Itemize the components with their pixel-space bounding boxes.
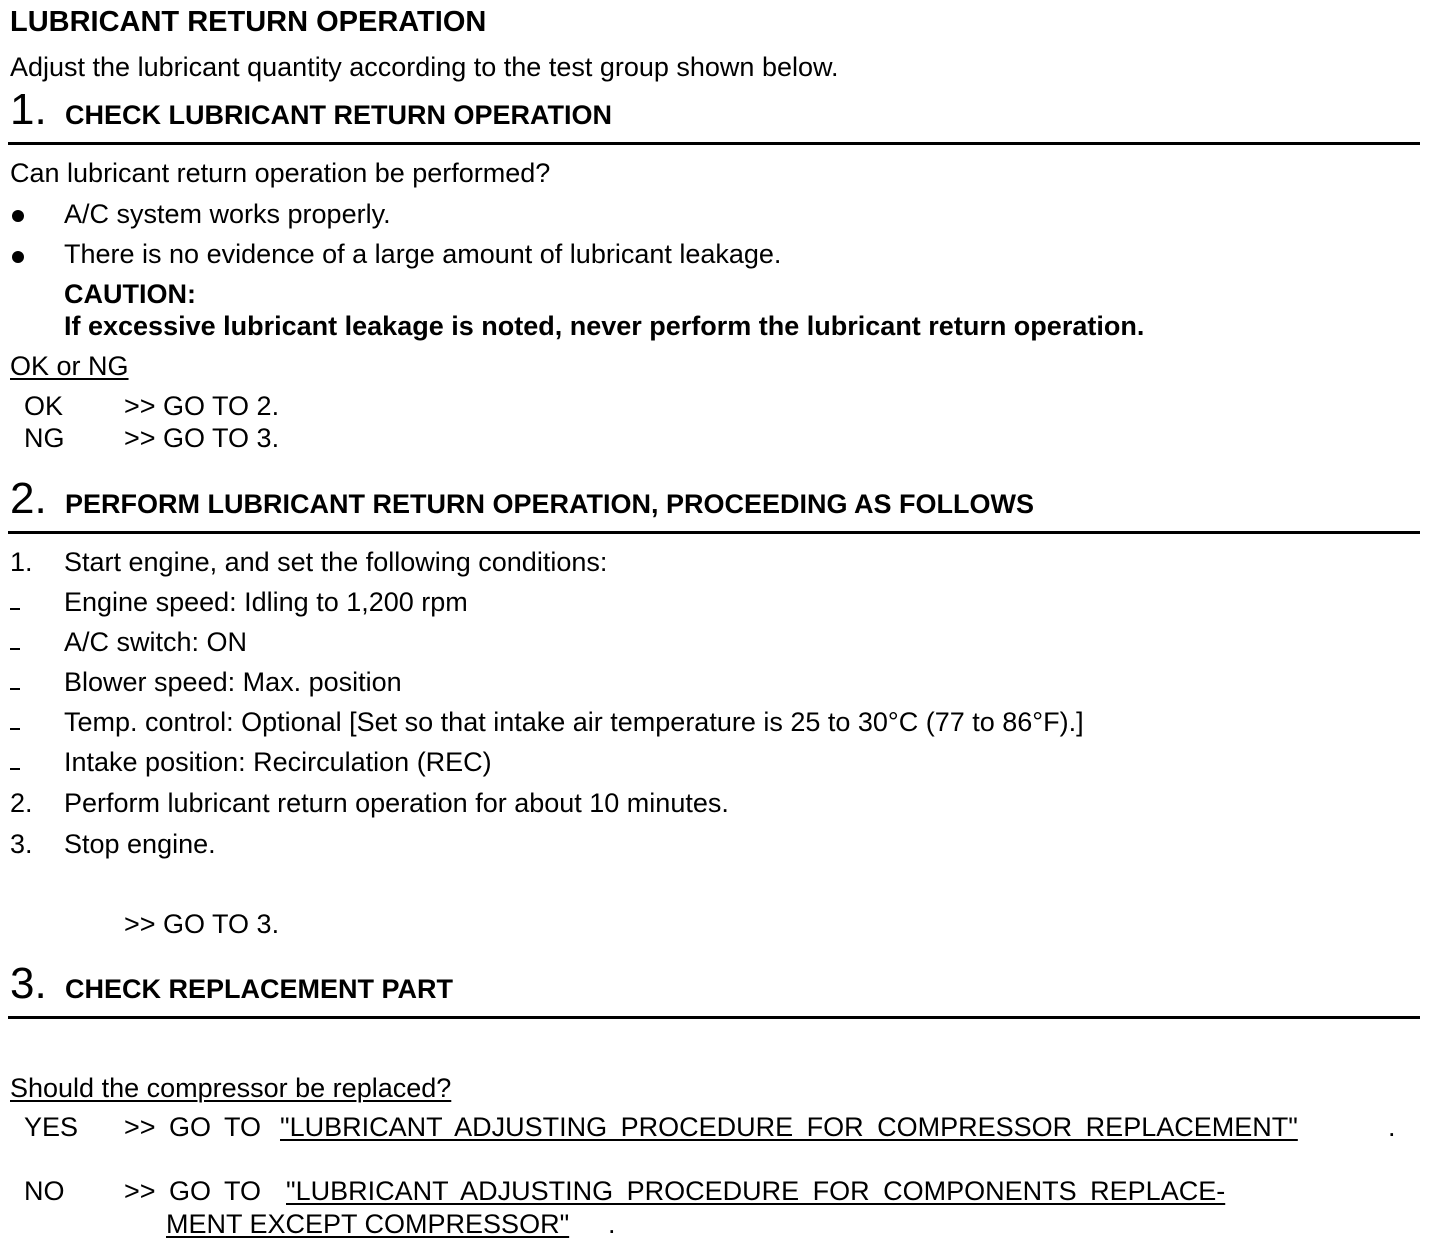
- result-label: OK or NG: [10, 351, 129, 381]
- condition-item: Temp. control: Optional [Set so that intake air temperature is 25 to 30°C (77 to 86°F).]: [64, 707, 1084, 737]
- step-number: 2.: [10, 474, 47, 523]
- dash-icon: [10, 688, 20, 690]
- step-1-divider: [8, 142, 1420, 145]
- page-title: LUBRICANT RETURN OPERATION: [10, 6, 487, 38]
- result-key-no: NO: [24, 1176, 65, 1206]
- list-number: 2.: [10, 788, 33, 818]
- step-2-goto[interactable]: >> GO TO 3.: [124, 909, 280, 939]
- condition-item: A/C switch: ON: [64, 627, 248, 657]
- condition-item: Intake position: Recirculation (REC): [64, 747, 492, 777]
- compressor-replacement-link[interactable]: "LUBRICANT ADJUSTING PROCEDURE FOR COMPRESSOR REPLACEMENT": [280, 1112, 1298, 1142]
- goto-prefix: >> GO TO: [124, 1112, 262, 1142]
- step-1-question: Can lubricant return operation be performed?: [10, 158, 551, 188]
- list-number: 3.: [10, 829, 33, 859]
- step-number: 3.: [10, 959, 47, 1008]
- condition-item: Blower speed: Max. position: [64, 667, 402, 697]
- dash-icon: [10, 728, 20, 730]
- list-item: Start engine, and set the following conditions:: [64, 547, 608, 577]
- bullet-icon: [12, 251, 24, 263]
- step-number: 1.: [10, 85, 47, 134]
- dash-icon: [10, 608, 20, 610]
- bullet-item: A/C system works properly.: [64, 199, 391, 229]
- result-action-ok[interactable]: >> GO TO 2.: [124, 391, 280, 421]
- result-key-ok: OK: [24, 391, 64, 421]
- components-replacement-link[interactable]: "LUBRICANT ADJUSTING PROCEDURE FOR COMPONENTS REPLACE-: [286, 1176, 1226, 1206]
- bullet-icon: [12, 210, 24, 222]
- list-item: Perform lubricant return operation for about 10 minutes.: [64, 788, 729, 818]
- list-number: 1.: [10, 547, 33, 577]
- bullet-item: There is no evidence of a large amount of lubricant leakage.: [64, 239, 782, 269]
- link-suffix: .: [1388, 1112, 1396, 1142]
- list-item: Stop engine.: [64, 829, 216, 859]
- result-key-yes: YES: [24, 1112, 79, 1142]
- step-2-divider: [8, 531, 1420, 534]
- goto-prefix: >> GO TO: [124, 1176, 262, 1206]
- dash-icon: [10, 648, 20, 650]
- dash-icon: [10, 768, 20, 770]
- caution-text: If excessive lubricant leakage is noted, never perform the lubricant return operation.: [64, 311, 1145, 341]
- step-heading: CHECK LUBRICANT RETURN OPERATION: [65, 100, 612, 130]
- components-replacement-link-cont[interactable]: MENT EXCEPT COMPRESSOR": [166, 1209, 570, 1239]
- result-action-ng[interactable]: >> GO TO 3.: [124, 423, 280, 453]
- result-key-ng: NG: [24, 423, 65, 453]
- step-3-question: Should the compressor be replaced?: [10, 1073, 452, 1103]
- step-3-divider: [8, 1016, 1420, 1019]
- intro-text: Adjust the lubricant quantity according to the test group shown below.: [10, 52, 839, 82]
- step-heading: PERFORM LUBRICANT RETURN OPERATION, PROCEEDING AS FOLLOWS: [65, 489, 1034, 519]
- caution-label: CAUTION:: [64, 279, 196, 309]
- condition-item: Engine speed: Idling to 1,200 rpm: [64, 587, 468, 617]
- link-suffix: .: [608, 1209, 616, 1239]
- step-heading: CHECK REPLACEMENT PART: [65, 974, 454, 1004]
